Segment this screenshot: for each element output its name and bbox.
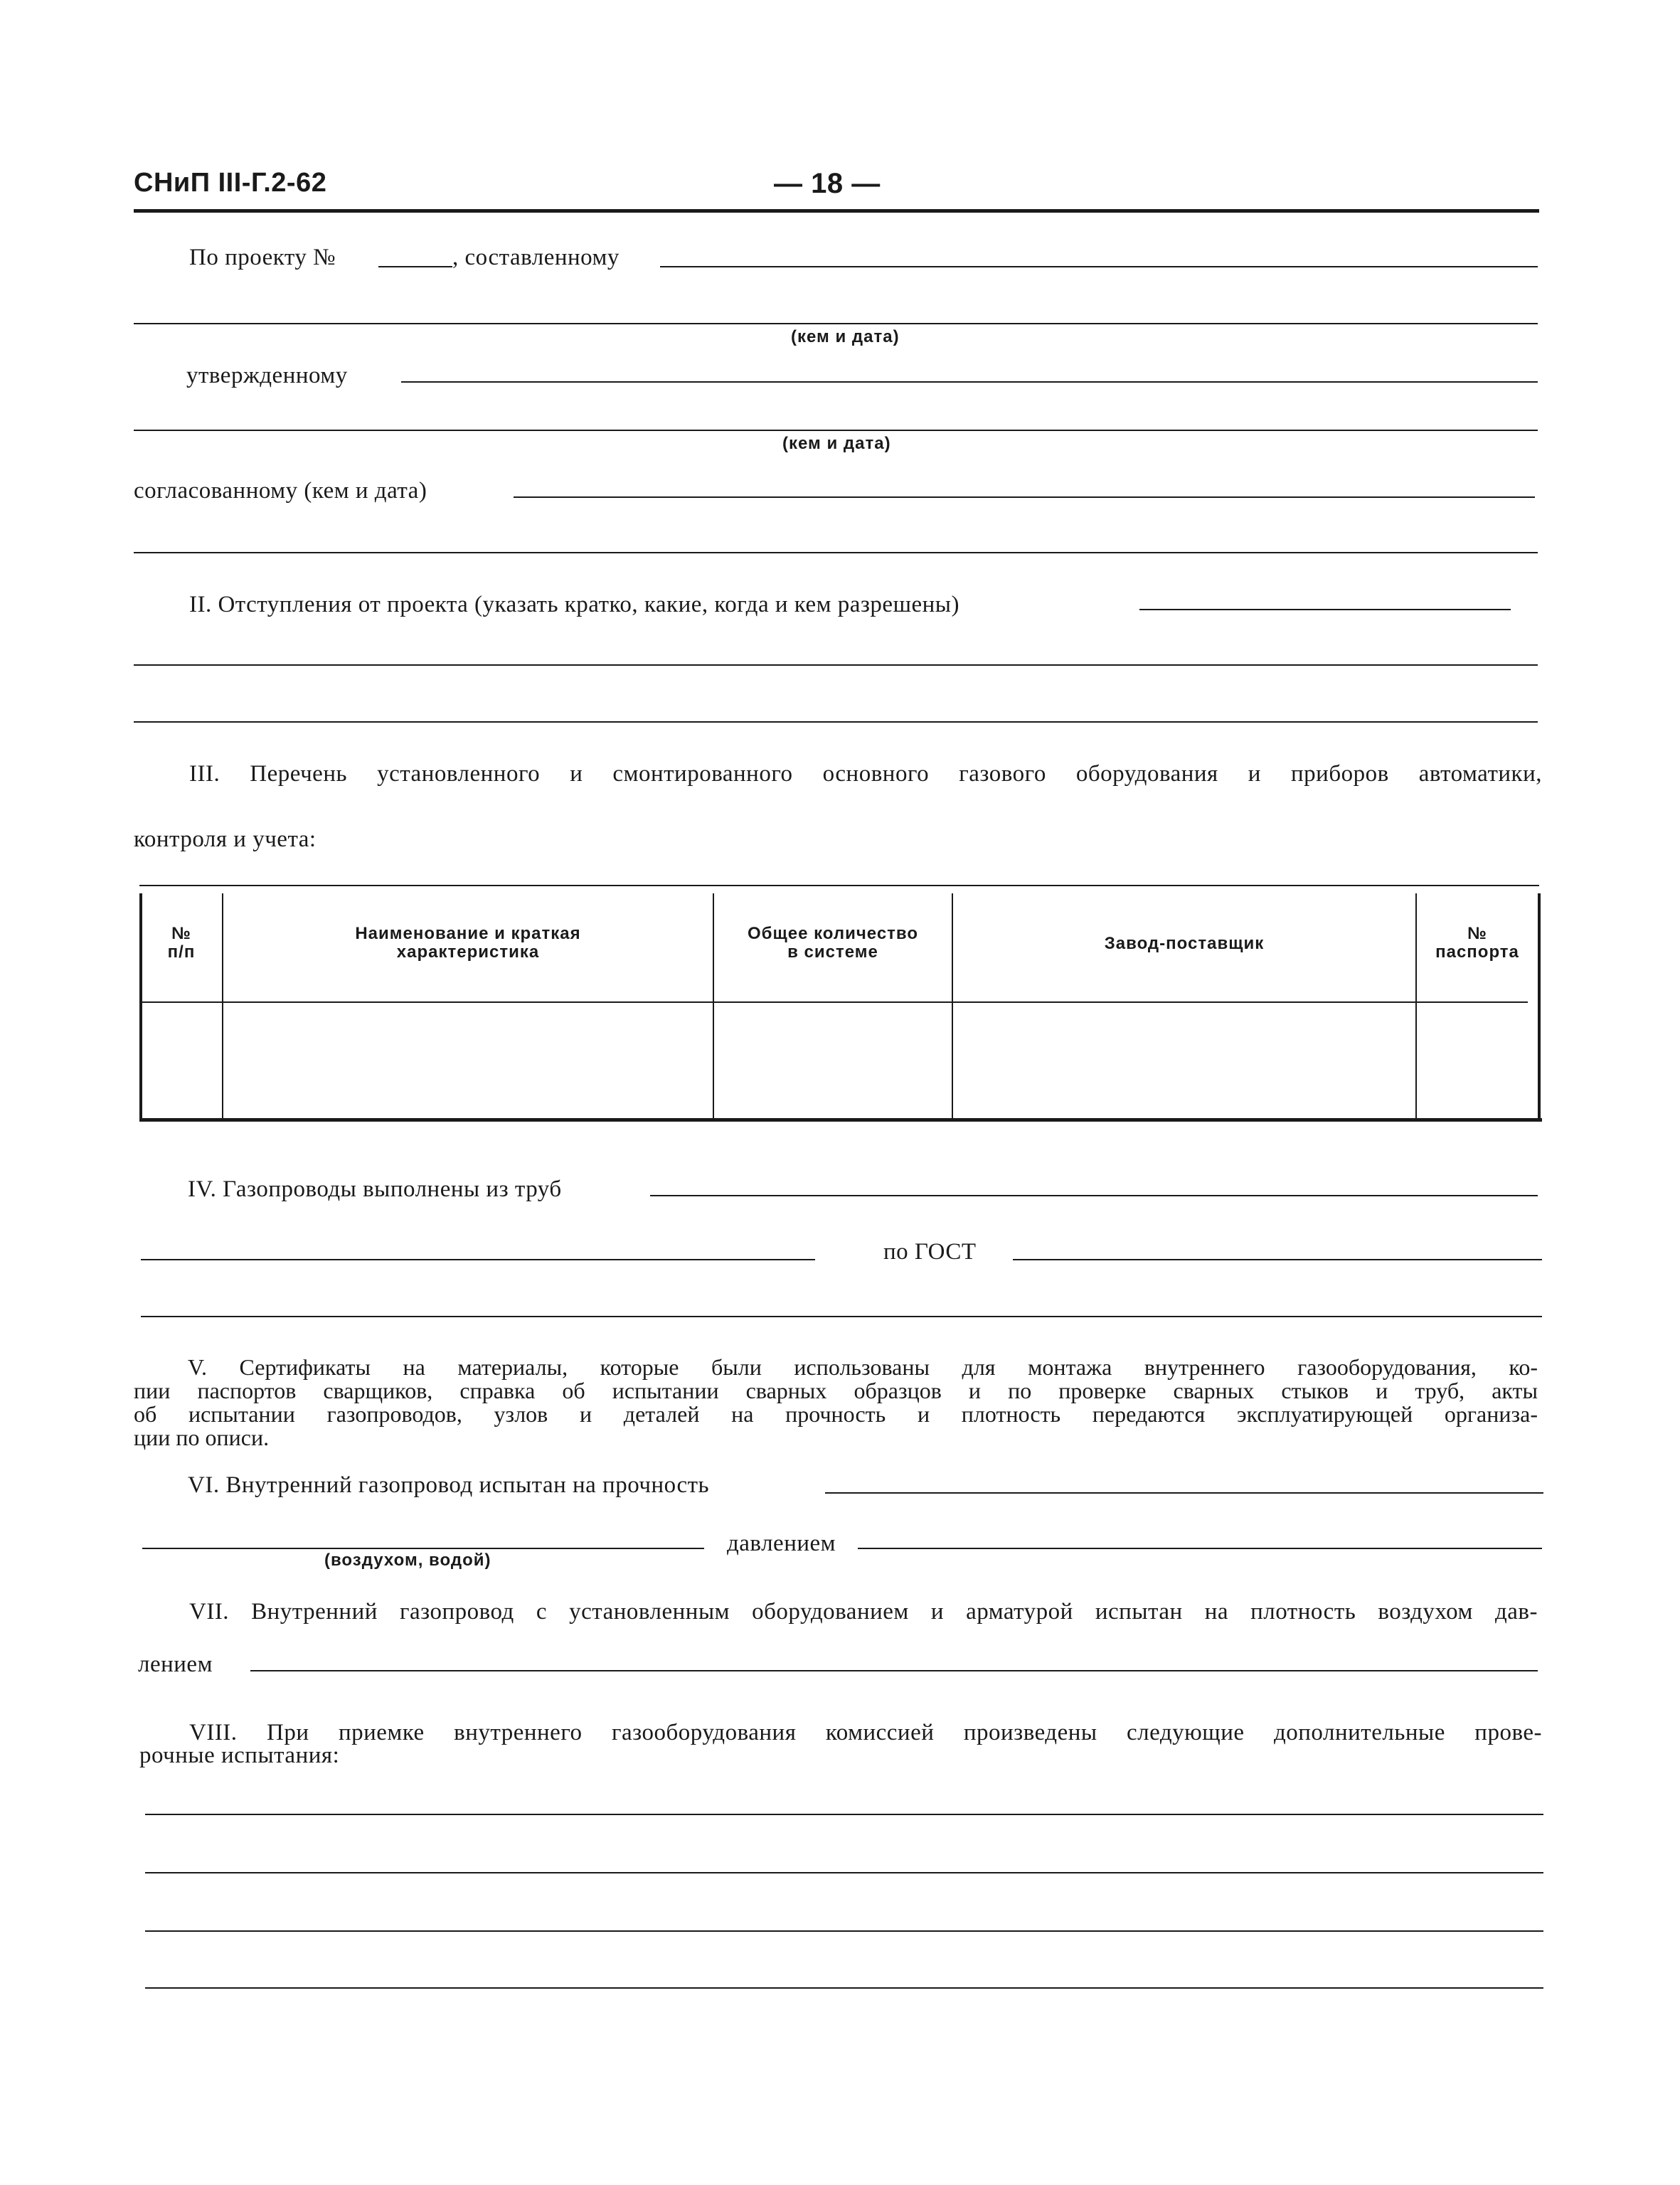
section-5-line-3: об испытании газопроводов, узлов и деталей на прочность и плотность передаются эксплуатирующей организа- xyxy=(134,1401,1538,1427)
tightness-pressure-field[interactable] xyxy=(250,1670,1538,1671)
section-4-heading: IV. Газопроводы выполнены из труб xyxy=(188,1176,562,1202)
project-number-label: По проекту № xyxy=(189,245,336,270)
section-2-heading: II. Отступления от проекта (указать кратко, какие, когда и кем разрешены) xyxy=(189,592,959,617)
header-passport-line2: паспорта xyxy=(1435,942,1519,962)
table-header-supplier xyxy=(953,935,1415,953)
section-5-line-1: V. Сертификаты на материалы, которые были использованы для монтажа внутреннего газооборудования, ко- xyxy=(188,1354,1538,1380)
approved-label: утвержденному xyxy=(186,363,348,388)
table-right-border xyxy=(1538,893,1541,1120)
table-header-quantity xyxy=(714,925,952,962)
section-8-heading: VIII. При приемке внутреннего газооборудования комиссией произведены следующие дополнительные прове- xyxy=(189,1720,1542,1745)
header-quantity-line1: Общее количество xyxy=(747,924,919,943)
compiled-by-field-cont[interactable] xyxy=(134,323,1538,324)
additional-tests-line-2[interactable] xyxy=(145,1872,1543,1873)
gost-field-cont[interactable] xyxy=(141,1316,1542,1317)
table-top-rule xyxy=(139,885,1539,886)
table-bottom-rule xyxy=(139,1118,1542,1122)
compiled-by-field[interactable] xyxy=(660,266,1538,267)
document-code: СНиП III-Г.2-62 xyxy=(134,168,327,198)
pressure-field[interactable] xyxy=(858,1548,1542,1549)
section-5-line-4: ции по описи. xyxy=(134,1425,270,1450)
additional-tests-line-3[interactable] xyxy=(145,1930,1543,1932)
section-6-heading: VI. Внутренний газопровод испытан на прочность xyxy=(188,1472,710,1498)
gost-label: по ГОСТ xyxy=(883,1239,977,1265)
additional-tests-line-4[interactable] xyxy=(145,1987,1543,1989)
approved-field-cont[interactable] xyxy=(134,430,1538,431)
header-number-line1: № xyxy=(171,924,191,943)
section-5-line-2: пии паспортов сварщиков, справка об испытании сварных образцов и по проверке сварных стыков и труб, акты xyxy=(134,1378,1538,1403)
pipes-field-cont[interactable] xyxy=(141,1259,815,1260)
compiled-by-label: , составленному xyxy=(452,245,620,270)
header-number-line2: п/п xyxy=(167,942,196,962)
test-medium-caption: (воздухом, водой) xyxy=(324,1551,491,1570)
header-name-line2: характеристика xyxy=(396,942,540,962)
deviations-field[interactable] xyxy=(1139,609,1511,610)
section-7-heading: VII. Внутренний газопровод с установленным оборудованием и арматурой испытан на плотность воздухом дав- xyxy=(189,1599,1538,1625)
header-supplier-line1: Завод-поставщик xyxy=(1104,934,1265,953)
section-3-heading-cont: контроля и учета: xyxy=(134,826,317,852)
header-quantity-line2: в системе xyxy=(787,942,878,962)
deviations-field-line-3[interactable] xyxy=(134,721,1538,723)
who-and-date-caption-2: (кем и дата) xyxy=(782,434,891,453)
section-7-heading-cont: лением xyxy=(138,1652,213,1677)
page-number: — 18 — xyxy=(774,168,881,199)
pressure-label: давлением xyxy=(727,1531,836,1556)
approved-field[interactable] xyxy=(401,381,1538,383)
who-and-date-caption-1: (кем и дата) xyxy=(791,327,900,346)
table-header-rule xyxy=(142,1001,1528,1003)
table-header-name xyxy=(223,925,713,962)
header-rule xyxy=(134,209,1539,213)
pipes-field[interactable] xyxy=(650,1195,1538,1196)
additional-tests-line-1[interactable] xyxy=(145,1814,1543,1815)
agreed-field-cont[interactable] xyxy=(134,552,1538,553)
table-row[interactable] xyxy=(142,1004,1536,1117)
gost-field[interactable] xyxy=(1013,1259,1542,1260)
section-8-heading-cont: рочные испытания: xyxy=(139,1743,340,1768)
agreed-field[interactable] xyxy=(514,496,1535,498)
test-medium-field[interactable] xyxy=(142,1548,704,1549)
agreed-label: согласованному (кем и дата) xyxy=(134,478,427,504)
deviations-field-line-2[interactable] xyxy=(134,664,1538,666)
header-name-line1: Наименование и краткая xyxy=(355,924,581,943)
project-number-field[interactable] xyxy=(378,266,452,267)
section-3-heading: III. Перечень установленного и смонтированного основного газового оборудования и приборов автоматики, xyxy=(189,761,1542,787)
table-header-number xyxy=(141,925,222,962)
header-passport-line1: № xyxy=(1467,924,1487,943)
strength-test-field[interactable] xyxy=(825,1492,1543,1494)
table-header-passport xyxy=(1417,925,1538,962)
